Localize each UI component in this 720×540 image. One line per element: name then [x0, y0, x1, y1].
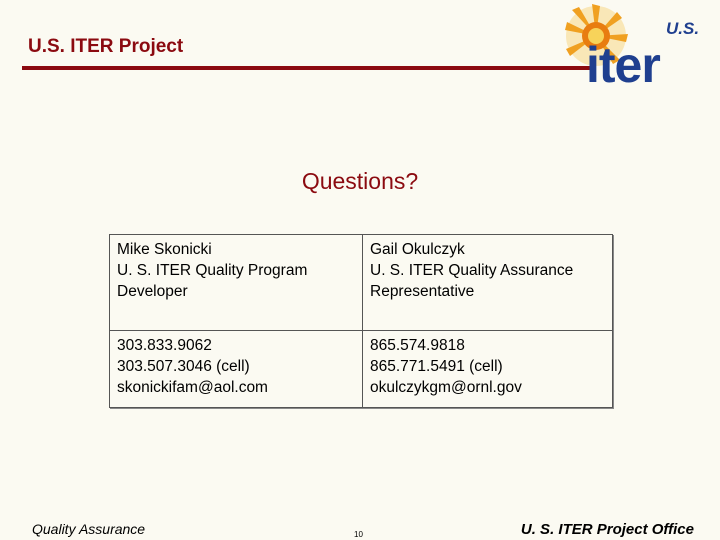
questions-heading: Questions?	[301, 168, 419, 194]
contact-cell-phone: 303.507.3046 (cell)	[117, 358, 250, 375]
contact-cell-phone: 865.771.5491 (cell)	[370, 358, 503, 375]
contact-phone: 865.574.9818	[370, 337, 465, 354]
contact-table	[109, 234, 613, 408]
us-iter-logo	[562, 0, 710, 86]
table-row	[110, 235, 613, 331]
contact-role: Developer	[117, 283, 188, 300]
contact-cell-phone-2	[363, 331, 613, 408]
page-number: 10	[354, 530, 363, 539]
contact-cell-phone-1	[110, 331, 363, 408]
contact-name: Gail Okulczyk	[370, 241, 465, 258]
table-row	[110, 331, 613, 408]
contact-cell-name-1	[110, 235, 363, 331]
contact-organization: U. S. ITER Quality Program	[117, 262, 308, 279]
contact-phone: 303.833.9062	[117, 337, 212, 354]
contact-role: Representative	[370, 283, 475, 300]
logo-iter-text: iter	[586, 37, 660, 86]
contact-email: okulczykgm@ornl.gov	[370, 379, 522, 396]
contact-organization: U. S. ITER Quality Assurance	[370, 262, 574, 279]
header-title: U.S. ITER Project	[28, 36, 184, 57]
contact-name: Mike Skonicki	[117, 241, 212, 258]
footer-left-label: Quality Assurance	[32, 521, 146, 537]
footer-right-label: U. S. ITER Project Office	[520, 521, 694, 538]
contact-cell-name-2	[363, 235, 613, 331]
header-divider	[22, 66, 590, 70]
contact-email: skonickifam@aol.com	[117, 379, 268, 396]
logo-us-text: U.S.	[666, 19, 700, 38]
